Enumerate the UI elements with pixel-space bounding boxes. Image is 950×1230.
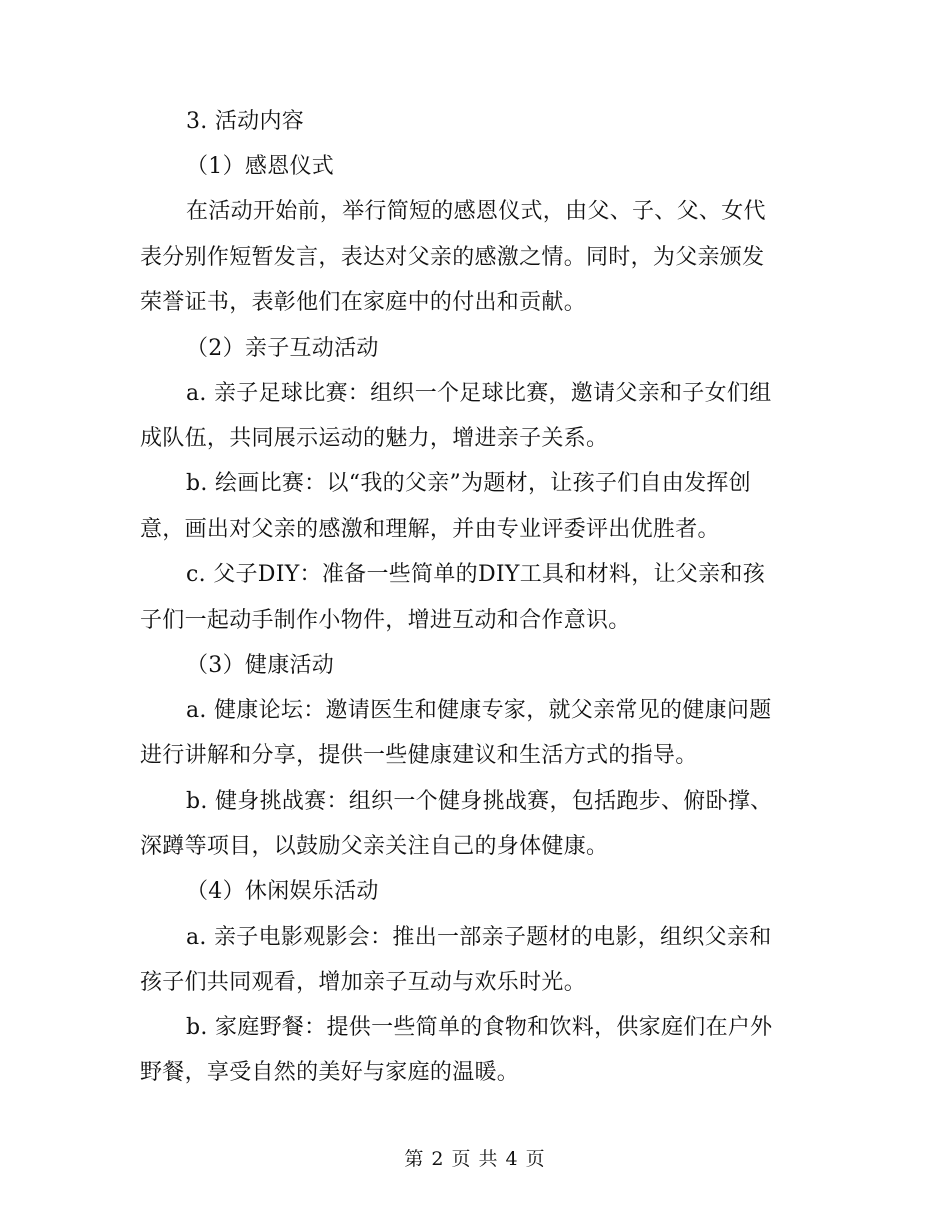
paragraph-line: 进行讲解和分享，提供一些健康建议和生活方式的指导。 bbox=[140, 743, 698, 768]
paragraph-line: b. 家庭野餐：提供一些简单的食物和饮料，供家庭们在户外 bbox=[186, 1015, 773, 1040]
section-heading: 3. 活动内容 bbox=[186, 109, 305, 134]
paragraph-line: a. 亲子电影观影会：推出一部亲子题材的电影，组织父亲和 bbox=[186, 925, 772, 950]
paragraph-line: 子们一起动手制作小物件，增进互动和合作意识。 bbox=[140, 608, 631, 633]
paragraph-line: 孩子们共同观看，增加亲子互动与欢乐时光。 bbox=[140, 970, 587, 995]
paragraph-line: b. 绘画比赛：以“我的父亲”为题材，让孩子们自由发挥创 bbox=[186, 471, 751, 496]
paragraph-line: c. 父子DIY：准备一些简单的DIY工具和材料，让父亲和孩 bbox=[186, 562, 766, 587]
paragraph-line: a. 健康论坛：邀请医生和健康专家，就父亲常见的健康问题 bbox=[186, 698, 772, 723]
paragraph-line: 成队伍，共同展示运动的魅力，增进亲子关系。 bbox=[140, 426, 609, 451]
subheading-parent-child-activities: （2）亲子互动活动 bbox=[186, 336, 379, 361]
paragraph-line: 意，画出对父亲的感激和理解，并由专业评委评出优胜者。 bbox=[140, 517, 720, 542]
paragraph-line: 深蹲等项目，以鼓励父亲关注自己的身体健康。 bbox=[140, 834, 609, 859]
paragraph-line: b. 健身挑战赛：组织一个健身挑战赛，包括跑步、俯卧撑、 bbox=[186, 789, 773, 814]
paragraph-line: 野餐，享受自然的美好与家庭的温暖。 bbox=[140, 1060, 520, 1085]
subheading-leisure-activities: （4）休闲娱乐活动 bbox=[186, 879, 379, 904]
paragraph-line: a. 亲子足球比赛：组织一个足球比赛，邀请父亲和子女们组 bbox=[186, 381, 772, 406]
paragraph-line: 表分别作短暂发言，表达对父亲的感激之情。同时，为父亲颁发 bbox=[140, 245, 765, 270]
subheading-thanksgiving-ceremony: （1）感恩仪式 bbox=[186, 154, 335, 179]
paragraph-line: 荣誉证书，表彰他们在家庭中的付出和贡献。 bbox=[140, 290, 587, 315]
subheading-health-activities: （3）健康活动 bbox=[186, 653, 335, 678]
page-number-footer: 第 2 页 共 4 页 bbox=[404, 1148, 546, 1170]
paragraph-line: 在活动开始前，举行简短的感恩仪式，由父、子、父、女代 bbox=[186, 199, 766, 224]
